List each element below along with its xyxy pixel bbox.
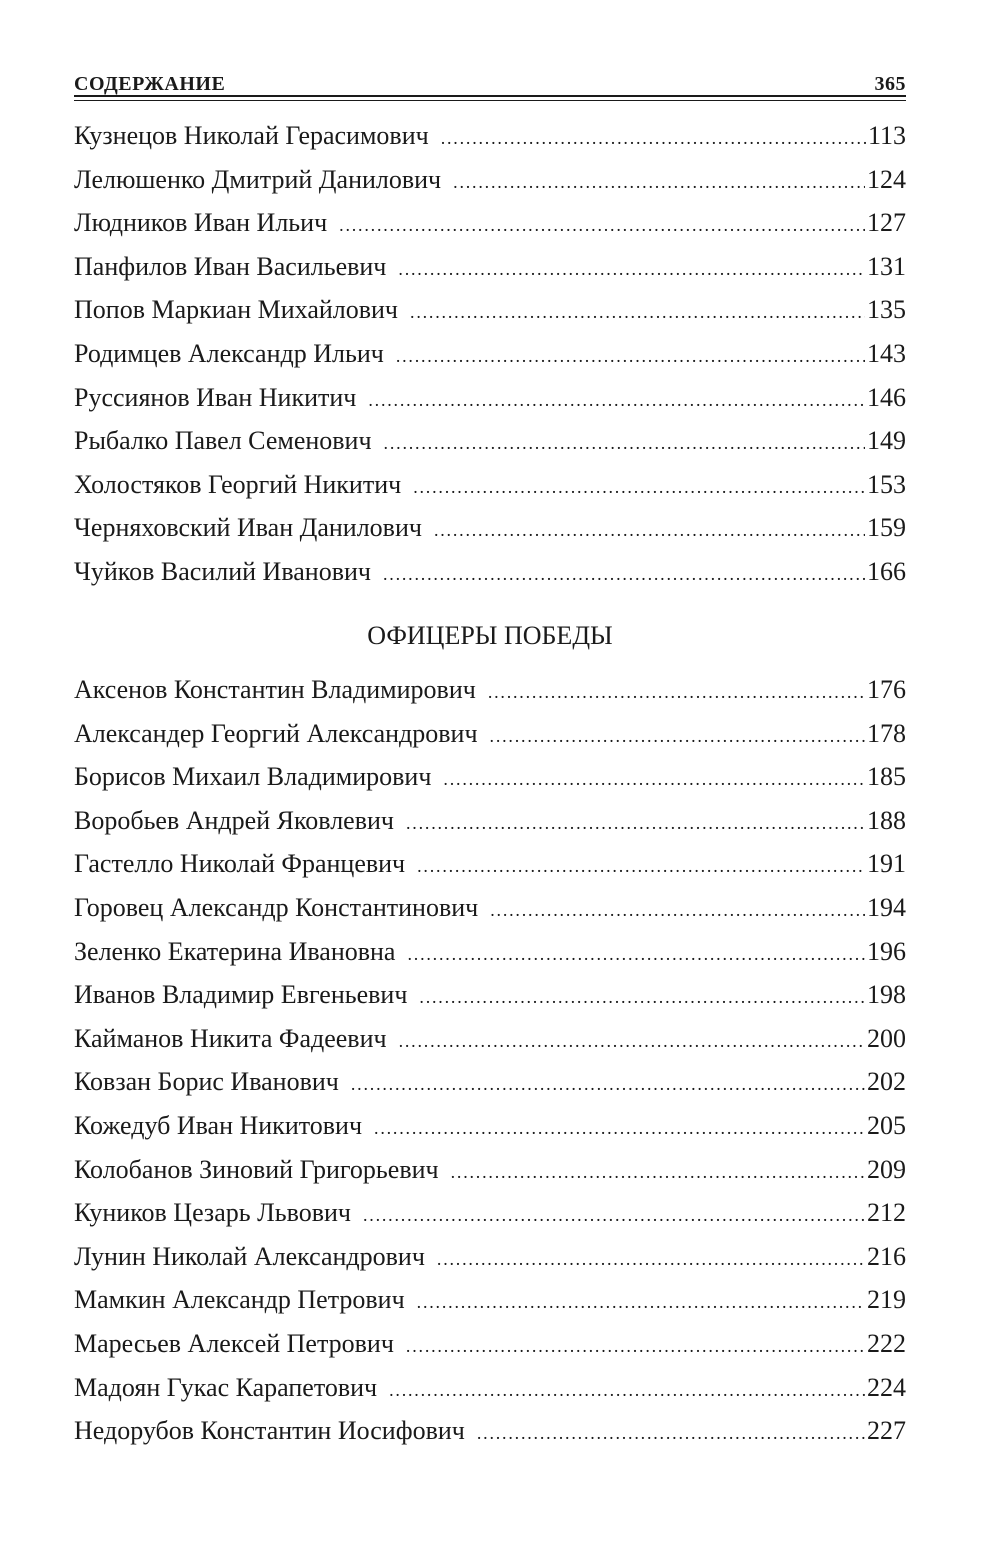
- toc-entry-page: 191: [867, 849, 906, 879]
- toc-entry-page: 194: [867, 892, 906, 922]
- toc-entry-page: 202: [867, 1067, 906, 1097]
- toc-entry-name: Маресьев Алексей Петрович: [74, 1328, 394, 1358]
- toc-entry-page: 224: [867, 1372, 906, 1402]
- dot-leader: [490, 715, 865, 759]
- toc-list-officers: [74, 668, 906, 1453]
- dot-leader: [383, 553, 865, 597]
- toc-entry-name: Рыбалко Павел Семенович: [74, 426, 372, 456]
- toc-entry-name: Людников Иван Ильич: [74, 208, 328, 238]
- toc-entry[interactable]: [74, 114, 906, 158]
- toc-entry-name: Колобанов Зиновий Григорьевич: [74, 1154, 439, 1184]
- dot-leader: [396, 335, 865, 379]
- toc-entry[interactable]: [74, 1104, 906, 1148]
- toc-entry[interactable]: [74, 1366, 906, 1410]
- dot-leader: [374, 1107, 865, 1151]
- toc-entry-page: 159: [867, 513, 906, 543]
- running-header-title: СОДЕРЖАНИЕ: [74, 73, 226, 95]
- dot-leader: [437, 1238, 865, 1282]
- header-rule-thin: [74, 100, 906, 101]
- book-page: [74, 0, 906, 1544]
- dot-leader: [406, 1325, 865, 1369]
- toc-entry[interactable]: [74, 245, 906, 289]
- toc-entry[interactable]: [74, 201, 906, 245]
- toc-entry[interactable]: [74, 463, 906, 507]
- toc-entry-page: 178: [867, 718, 906, 748]
- dot-leader: [368, 379, 865, 423]
- page-number: 365: [874, 73, 906, 95]
- dot-leader: [419, 976, 865, 1020]
- toc-entry-name: Борисов Михаил Владимирович: [74, 762, 432, 792]
- toc-entry[interactable]: [74, 332, 906, 376]
- toc-entry-page: 185: [867, 762, 906, 792]
- toc-entry[interactable]: [74, 1148, 906, 1192]
- dot-leader: [398, 248, 865, 292]
- toc-entry[interactable]: [74, 842, 906, 886]
- dot-leader: [453, 161, 865, 205]
- toc-entry-page: 166: [867, 556, 906, 586]
- dot-leader: [399, 1020, 865, 1064]
- section-heading: ОФИЦЕРЫ ПОБЕДЫ: [367, 621, 613, 650]
- toc-entry[interactable]: [74, 1060, 906, 1104]
- toc-entry-page: 124: [867, 164, 906, 194]
- toc-entry-name: Кожедуб Иван Никитович: [74, 1110, 363, 1140]
- toc-entry-page: 198: [867, 980, 906, 1010]
- toc-entry-name: Недорубов Константин Иосифович: [74, 1416, 465, 1446]
- toc-entry[interactable]: [74, 799, 906, 843]
- toc-entry[interactable]: [74, 712, 906, 756]
- toc-entry[interactable]: [74, 1191, 906, 1235]
- dot-leader: [407, 933, 865, 977]
- toc-entry-name: Мамкин Александр Петрович: [74, 1285, 405, 1315]
- dot-leader: [363, 1194, 865, 1238]
- toc-entry-name: Горовец Александр Константинович: [74, 892, 479, 922]
- dot-leader: [351, 1063, 865, 1107]
- dot-leader: [443, 758, 865, 802]
- toc-entry-name: Ковзан Борис Иванович: [74, 1067, 339, 1097]
- toc-entry-name: Лунин Николай Александрович: [74, 1241, 425, 1271]
- dot-leader: [384, 422, 865, 466]
- toc-entry-name: Зеленко Екатерина Ивановна: [74, 936, 396, 966]
- toc-entry-name: Родимцев Александр Ильич: [74, 338, 384, 368]
- dot-leader: [406, 802, 865, 846]
- dot-leader: [451, 1151, 865, 1195]
- toc-entry-name: Куников Цезарь Львович: [74, 1198, 351, 1228]
- dot-leader: [441, 117, 866, 161]
- toc-entry-page: 209: [867, 1154, 906, 1184]
- dot-leader: [434, 509, 865, 553]
- toc-entry[interactable]: [74, 1409, 906, 1453]
- toc-entry-name: Панфилов Иван Васильевич: [74, 251, 387, 281]
- toc-entry-page: 212: [867, 1198, 906, 1228]
- toc-entry-name: Иванов Владимир Евгеньевич: [74, 980, 408, 1010]
- header-rule-thick: [74, 95, 906, 97]
- toc-entry-page: 222: [867, 1328, 906, 1358]
- toc-entry-page: 176: [867, 675, 906, 704]
- toc-entry[interactable]: [74, 506, 906, 550]
- dot-leader: [417, 845, 865, 889]
- dot-leader: [490, 889, 865, 933]
- toc-entry[interactable]: [74, 1235, 906, 1279]
- toc-entry-name: Аксенов Константин Владимирович: [74, 675, 476, 704]
- toc-entry-page: 127: [867, 208, 906, 238]
- dot-leader: [410, 291, 865, 335]
- toc-entry-name: Александер Георгий Александрович: [74, 718, 478, 748]
- toc-entry[interactable]: [74, 419, 906, 463]
- toc-list-generals: [74, 114, 906, 594]
- toc-entry[interactable]: [74, 158, 906, 202]
- toc-entry-name: Лелюшенко Дмитрий Данилович: [74, 164, 442, 194]
- dot-leader: [417, 1281, 865, 1325]
- dot-leader: [339, 204, 865, 248]
- toc-entry-name: Попов Маркиан Михайлович: [74, 295, 399, 325]
- toc-entry-page: 143: [867, 338, 906, 368]
- toc-entry-name: Воробьев Андрей Яковлевич: [74, 805, 394, 835]
- toc-entry-page: 146: [867, 382, 906, 412]
- toc-entry[interactable]: [74, 376, 906, 420]
- toc-entry-name: Гастелло Николай Францевич: [74, 849, 406, 879]
- running-header: [74, 64, 906, 96]
- toc-entry-page: 196: [867, 936, 906, 966]
- toc-entry-page: 227: [867, 1416, 906, 1446]
- toc-entry-page: 135: [867, 295, 906, 325]
- toc-entry[interactable]: [74, 1017, 906, 1061]
- toc-entry-name: Чуйков Василий Иванович: [74, 556, 371, 586]
- toc-entry-name: Мадоян Гукас Карапетович: [74, 1372, 378, 1402]
- toc-entry[interactable]: [74, 755, 906, 799]
- dot-leader: [477, 1412, 865, 1456]
- toc-entry-page: 200: [867, 1023, 906, 1053]
- toc-entry-name: Кайманов Никита Фадеевич: [74, 1023, 387, 1053]
- dot-leader: [488, 671, 865, 715]
- toc-entry[interactable]: [74, 1278, 906, 1322]
- toc-entry-page: 113: [867, 121, 906, 150]
- toc-entry[interactable]: [74, 930, 906, 974]
- toc-entry-page: 131: [867, 251, 906, 281]
- toc-entry[interactable]: [74, 886, 906, 930]
- toc-entry-name: Кузнецов Николай Герасимович: [74, 121, 429, 150]
- toc-entry-name: Холостяков Георгий Никитич: [74, 469, 402, 499]
- toc-entry-page: 188: [867, 805, 906, 835]
- dot-leader: [389, 1369, 865, 1413]
- toc-entry[interactable]: [74, 668, 906, 712]
- toc-entry[interactable]: [74, 973, 906, 1017]
- toc-entry-page: 205: [867, 1110, 906, 1140]
- toc-entry-page: 149: [867, 426, 906, 456]
- toc-entry[interactable]: [74, 288, 906, 332]
- toc-entry-page: 153: [867, 469, 906, 499]
- toc-entry-name: Черняховский Иван Данилович: [74, 513, 422, 543]
- toc-entry-page: 219: [867, 1285, 906, 1315]
- toc-entry-name: Руссиянов Иван Никитич: [74, 382, 357, 412]
- toc-entry[interactable]: [74, 1322, 906, 1366]
- toc-entry[interactable]: [74, 550, 906, 594]
- dot-leader: [413, 466, 865, 510]
- toc-entry-page: 216: [867, 1241, 906, 1271]
